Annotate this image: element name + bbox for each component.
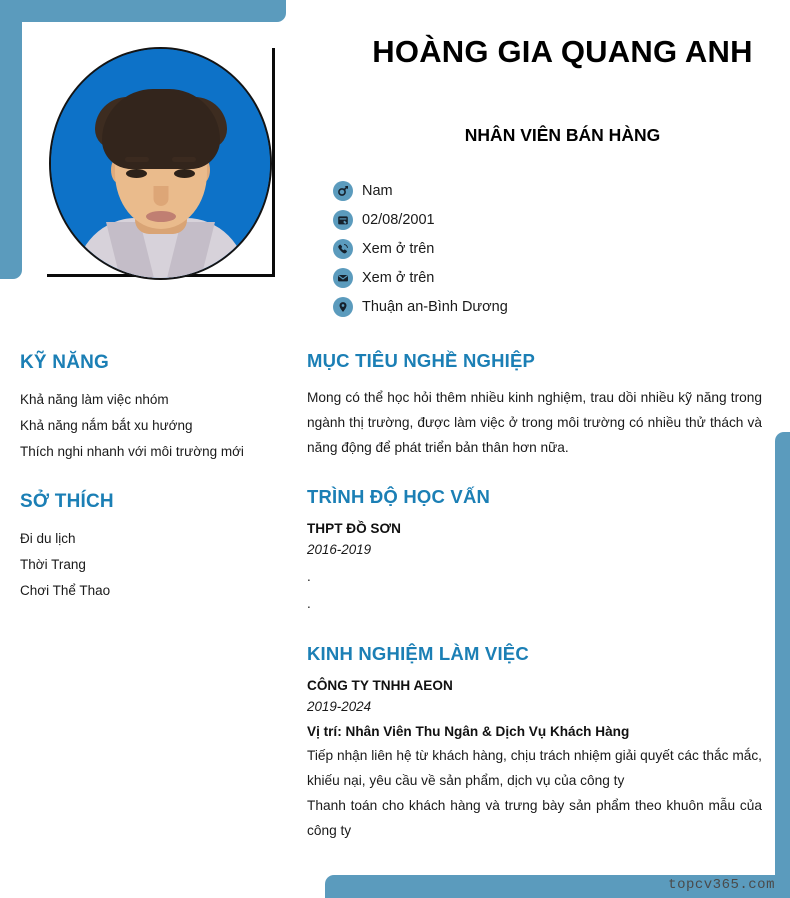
decor-top-blue-bar [0, 0, 286, 22]
main-column [307, 350, 762, 869]
contact-value-email: Xem ở trên [362, 269, 435, 286]
skill-item: Thích nghi nhanh với môi trường mới [20, 444, 244, 459]
page-title: HOÀNG GIA QUANG ANH [372, 34, 753, 69]
section-skills [20, 352, 288, 465]
contact-row-email [333, 263, 508, 292]
calendar-icon [333, 210, 353, 230]
hobby-item: Thời Trang [20, 557, 86, 572]
profile-photo [49, 47, 272, 280]
contact-value-phone: Xem ở trên [362, 240, 435, 257]
objective-text: Mong có thể học hỏi thêm nhiều kinh nghiệm, trau dồi nhiều kỹ năng trong ngành thị trường, được làm việc ở trong môi trường có nhiều thử thách và năng động để phát triển bản thân hơn nữa. [307, 390, 762, 455]
experience-role: Vị trí: Nhân Viên Thu Ngân & Dịch Vụ Khách Hàng [307, 724, 630, 739]
education-school: THPT ĐỒ SƠN [307, 521, 401, 536]
section-experience [307, 643, 762, 843]
experience-company: CÔNG TY TNHH AEON [307, 678, 453, 693]
job-title: NHÂN VIÊN BÁN HÀNG [464, 125, 661, 145]
skill-item: Khả năng làm việc nhóm [20, 392, 169, 407]
education-detail-line: . [307, 596, 311, 611]
sidebar-column [20, 352, 288, 630]
decor-right-blue-bar [775, 432, 790, 878]
skill-item: Khả năng nắm bắt xu hướng [20, 418, 193, 433]
hobby-item: Chơi Thể Thao [20, 583, 111, 598]
watermark-text: topcv365.com [668, 877, 775, 893]
contact-value-gender: Nam [362, 182, 393, 199]
contact-list [333, 176, 508, 321]
contact-row-birthday [333, 205, 508, 234]
education-detail-line: . [307, 569, 311, 584]
decor-left-blue-bar [0, 0, 22, 279]
contact-value-location: Thuận an-Bình Dương [362, 298, 508, 315]
section-heading-education: TRÌNH ĐỘ HỌC VẤN [307, 486, 491, 507]
section-heading-objective: MỤC TIÊU NGHỀ NGHIỆP [307, 350, 536, 371]
experience-date: 2019-2024 [307, 699, 372, 714]
contact-row-location [333, 292, 508, 321]
section-heading-skills: KỸ NĂNG [20, 352, 110, 373]
section-heading-experience: KINH NGHIỆM LÀM VIỆC [307, 643, 529, 664]
email-icon [333, 268, 353, 288]
portrait-illustration [51, 49, 270, 278]
contact-row-phone [333, 234, 508, 263]
contact-value-birthday: 02/08/2001 [362, 211, 435, 228]
gender-icon [333, 181, 353, 201]
hobby-item: Đi du lịch [20, 531, 76, 546]
experience-description: Tiếp nhận liên hệ từ khách hàng, chịu trách nhiệm giải quyết các thắc mắc, khiếu nại, yêu cầu về sản phẩm, dịch vụ của công ty [307, 748, 762, 788]
section-hobbies [20, 491, 288, 604]
section-objective [307, 350, 762, 460]
section-heading-hobbies: SỞ THÍCH [20, 491, 114, 512]
phone-icon [333, 239, 353, 259]
contact-row-gender [333, 176, 508, 205]
section-education [307, 486, 762, 617]
experience-description: Thanh toán cho khách hàng và trưng bày sản phẩm theo khuôn mẫu của công ty [307, 798, 762, 838]
location-icon [333, 297, 353, 317]
education-date: 2016-2019 [307, 542, 372, 557]
